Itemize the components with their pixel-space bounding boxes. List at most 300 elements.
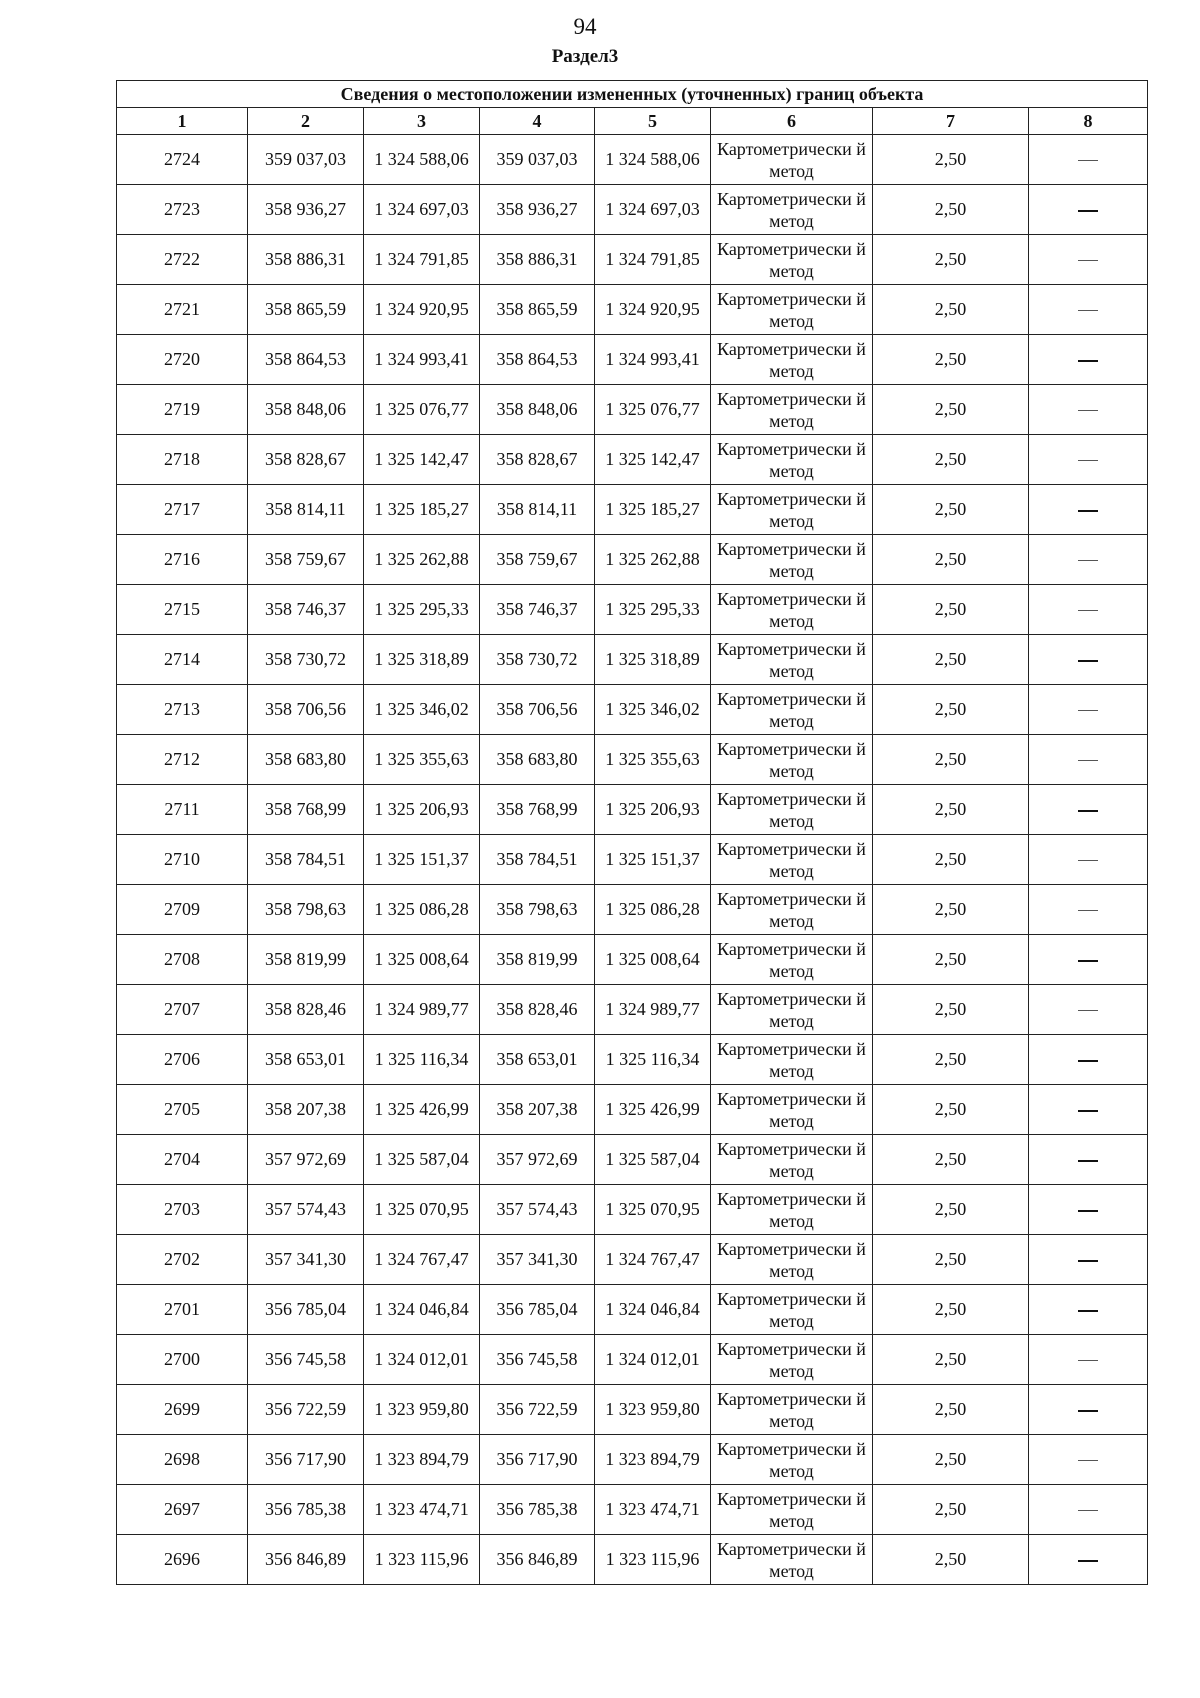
method-cell: Картометрически й метод [711,885,873,935]
y-coord-cell: 1 323 894,79 [364,1435,480,1485]
y-coord-cell: 1 325 346,02 [595,685,711,735]
point-number-cell: 2706 [117,1035,248,1085]
point-number-cell: 2715 [117,585,248,635]
method-cell: Картометрически й метод [711,1485,873,1535]
x-coord-cell: 358 207,38 [480,1085,595,1135]
y-coord-cell: 1 325 587,04 [595,1135,711,1185]
x-coord-cell: 356 722,59 [248,1385,364,1435]
y-coord-cell: 1 324 012,01 [595,1335,711,1385]
accuracy-cell: 2,50 [873,1085,1029,1135]
dash-mark [1078,860,1098,861]
page-number: 94 [573,14,597,39]
dash-mark [1078,160,1098,161]
y-coord-cell: 1 325 587,04 [364,1135,480,1185]
x-coord-cell: 356 846,89 [480,1535,595,1585]
y-coord-cell: 1 325 142,47 [364,435,480,485]
y-coord-cell: 1 325 008,64 [364,935,480,985]
method-cell: Картометрически й метод [711,935,873,985]
method-cell: Картометрически й метод [711,435,873,485]
dash-mark [1078,510,1098,512]
point-number-cell: 2707 [117,985,248,1035]
accuracy-cell: 2,50 [873,1035,1029,1085]
x-coord-cell: 356 717,90 [480,1435,595,1485]
point-number-cell: 2721 [117,285,248,335]
dash-mark [1078,460,1098,461]
method-cell: Картометрически й метод [711,1085,873,1135]
point-number-cell: 2714 [117,635,248,685]
y-coord-cell: 1 325 295,33 [364,585,480,635]
table-body [117,135,1148,1585]
column-number: 6 [711,108,873,135]
y-coord-cell: 1 324 588,06 [595,135,711,185]
table-row [117,385,1148,435]
y-coord-cell: 1 324 012,01 [364,1335,480,1385]
y-coord-cell: 1 324 791,85 [595,235,711,285]
table-row [117,635,1148,685]
y-coord-cell: 1 323 894,79 [595,1435,711,1485]
x-coord-cell: 356 785,38 [248,1485,364,1535]
dash-mark [1078,960,1098,962]
column-number: 1 [117,108,248,135]
accuracy-cell: 2,50 [873,335,1029,385]
y-coord-cell: 1 325 262,88 [364,535,480,585]
note-cell [1029,1485,1148,1535]
note-cell [1029,485,1148,535]
x-coord-cell: 358 759,67 [480,535,595,585]
accuracy-cell: 2,50 [873,485,1029,535]
dash-mark [1078,660,1098,662]
accuracy-cell: 2,50 [873,135,1029,185]
x-coord-cell: 358 828,67 [248,435,364,485]
method-cell: Картометрически й метод [711,1185,873,1235]
dash-mark [1078,1560,1098,1562]
accuracy-cell: 2,50 [873,235,1029,285]
note-cell [1029,235,1148,285]
method-cell: Картометрически й метод [711,485,873,535]
dash-mark [1078,260,1098,261]
x-coord-cell: 358 653,01 [480,1035,595,1085]
table-row [117,485,1148,535]
x-coord-cell: 359 037,03 [480,135,595,185]
y-coord-cell: 1 325 262,88 [595,535,711,585]
dash-mark [1078,1110,1098,1112]
point-number-cell: 2719 [117,385,248,435]
x-coord-cell: 358 784,51 [248,835,364,885]
x-coord-cell: 358 814,11 [480,485,595,535]
y-coord-cell: 1 325 070,95 [364,1185,480,1235]
table-row [117,185,1148,235]
y-coord-cell: 1 324 767,47 [364,1235,480,1285]
y-coord-cell: 1 324 989,77 [364,985,480,1035]
method-cell: Картометрически й метод [711,1285,873,1335]
x-coord-cell: 358 798,63 [248,885,364,935]
y-coord-cell: 1 325 346,02 [364,685,480,735]
x-coord-cell: 358 207,38 [248,1085,364,1135]
column-number: 7 [873,108,1029,135]
y-coord-cell: 1 325 295,33 [595,585,711,635]
accuracy-cell: 2,50 [873,1535,1029,1585]
coordinates-table [116,80,1148,1585]
table-row [117,1435,1148,1485]
table-row [117,1035,1148,1085]
note-cell [1029,135,1148,185]
x-coord-cell: 356 745,58 [480,1335,595,1385]
column-number: 5 [595,108,711,135]
accuracy-cell: 2,50 [873,735,1029,785]
method-cell: Картометрически й метод [711,385,873,435]
table-row [117,135,1148,185]
dash-mark [1078,1060,1098,1062]
y-coord-cell: 1 325 426,99 [364,1085,480,1135]
accuracy-cell: 2,50 [873,1235,1029,1285]
x-coord-cell: 358 746,37 [480,585,595,635]
x-coord-cell: 358 730,72 [480,635,595,685]
y-coord-cell: 1 325 206,93 [364,785,480,835]
note-cell [1029,1285,1148,1335]
table-row [117,335,1148,385]
x-coord-cell: 356 722,59 [480,1385,595,1435]
x-coord-cell: 358 798,63 [480,885,595,935]
x-coord-cell: 357 574,43 [480,1185,595,1235]
table-row [117,585,1148,635]
point-number-cell: 2699 [117,1385,248,1435]
point-number-cell: 2711 [117,785,248,835]
point-number-cell: 2720 [117,335,248,385]
note-cell [1029,385,1148,435]
note-cell [1029,585,1148,635]
y-coord-cell: 1 325 070,95 [595,1185,711,1235]
method-cell: Картометрически й метод [711,235,873,285]
y-coord-cell: 1 325 151,37 [595,835,711,885]
accuracy-cell: 2,50 [873,1435,1029,1485]
accuracy-cell: 2,50 [873,585,1029,635]
method-cell: Картометрически й метод [711,635,873,685]
x-coord-cell: 358 819,99 [480,935,595,985]
point-number-cell: 2709 [117,885,248,935]
note-cell [1029,535,1148,585]
y-coord-cell: 1 323 115,96 [595,1535,711,1585]
y-coord-cell: 1 324 920,95 [364,285,480,335]
column-number-row [117,108,1148,135]
accuracy-cell: 2,50 [873,935,1029,985]
dash-mark [1078,560,1098,561]
x-coord-cell: 358 814,11 [248,485,364,535]
accuracy-cell: 2,50 [873,1485,1029,1535]
point-number-cell: 2708 [117,935,248,985]
accuracy-cell: 2,50 [873,785,1029,835]
table-row [117,835,1148,885]
y-coord-cell: 1 325 355,63 [595,735,711,785]
method-cell: Картометрически й метод [711,1235,873,1285]
table-row [117,1485,1148,1535]
note-cell [1029,635,1148,685]
note-cell [1029,1035,1148,1085]
accuracy-cell: 2,50 [873,835,1029,885]
y-coord-cell: 1 325 076,77 [364,385,480,435]
dash-mark [1078,310,1098,311]
table-row [117,1135,1148,1185]
method-cell: Картометрически й метод [711,335,873,385]
x-coord-cell: 357 341,30 [480,1235,595,1285]
point-number-cell: 2713 [117,685,248,735]
dash-mark [1078,810,1098,812]
table-row [117,685,1148,735]
method-cell: Картометрически й метод [711,135,873,185]
table-row [117,935,1148,985]
point-number-cell: 2698 [117,1435,248,1485]
point-number-cell: 2710 [117,835,248,885]
x-coord-cell: 358 864,53 [480,335,595,385]
y-coord-cell: 1 325 318,89 [364,635,480,685]
point-number-cell: 2696 [117,1535,248,1585]
dash-mark [1078,760,1098,761]
y-coord-cell: 1 323 115,96 [364,1535,480,1585]
y-coord-cell: 1 324 046,84 [364,1285,480,1335]
dash-mark [1078,1360,1098,1361]
dash-mark [1078,1210,1098,1212]
x-coord-cell: 357 972,69 [480,1135,595,1185]
x-coord-cell: 356 846,89 [248,1535,364,1585]
y-coord-cell: 1 325 008,64 [595,935,711,985]
x-coord-cell: 356 745,58 [248,1335,364,1385]
x-coord-cell: 358 865,59 [480,285,595,335]
method-cell: Картометрически й метод [711,685,873,735]
table-caption: Сведения о местоположении измененных (уточненных) границ объекта [117,81,1148,108]
y-coord-cell: 1 324 697,03 [364,185,480,235]
note-cell [1029,885,1148,935]
dash-mark [1078,1160,1098,1162]
y-coord-cell: 1 325 318,89 [595,635,711,685]
section-title: Раздел3 [551,46,619,67]
x-coord-cell: 358 768,99 [248,785,364,835]
y-coord-cell: 1 324 993,41 [364,335,480,385]
x-coord-cell: 358 936,27 [480,185,595,235]
method-cell: Картометрически й метод [711,785,873,835]
y-coord-cell: 1 325 116,34 [595,1035,711,1085]
x-coord-cell: 358 848,06 [248,385,364,435]
y-coord-cell: 1 325 142,47 [595,435,711,485]
accuracy-cell: 2,50 [873,535,1029,585]
y-coord-cell: 1 324 697,03 [595,185,711,235]
note-cell [1029,335,1148,385]
table-row [117,235,1148,285]
y-coord-cell: 1 324 993,41 [595,335,711,385]
table-row [117,1085,1148,1135]
x-coord-cell: 358 730,72 [248,635,364,685]
method-cell: Картометрически й метод [711,985,873,1035]
y-coord-cell: 1 325 206,93 [595,785,711,835]
method-cell: Картометрически й метод [711,1435,873,1485]
x-coord-cell: 357 972,69 [248,1135,364,1185]
method-cell: Картометрически й метод [711,835,873,885]
table-row [117,1535,1148,1585]
x-coord-cell: 358 759,67 [248,535,364,585]
note-cell [1029,785,1148,835]
table-row [117,435,1148,485]
method-cell: Картометрически й метод [711,285,873,335]
x-coord-cell: 356 785,04 [480,1285,595,1335]
x-coord-cell: 358 886,31 [480,235,595,285]
point-number-cell: 2702 [117,1235,248,1285]
note-cell [1029,1335,1148,1385]
x-coord-cell: 357 574,43 [248,1185,364,1235]
point-number-cell: 2697 [117,1485,248,1535]
x-coord-cell: 356 785,38 [480,1485,595,1535]
x-coord-cell: 358 819,99 [248,935,364,985]
y-coord-cell: 1 324 989,77 [595,985,711,1035]
x-coord-cell: 358 784,51 [480,835,595,885]
method-cell: Картометрически й метод [711,1535,873,1585]
y-coord-cell: 1 325 116,34 [364,1035,480,1085]
point-number-cell: 2703 [117,1185,248,1235]
y-coord-cell: 1 323 474,71 [595,1485,711,1535]
x-coord-cell: 358 864,53 [248,335,364,385]
accuracy-cell: 2,50 [873,1385,1029,1435]
note-cell [1029,685,1148,735]
note-cell [1029,835,1148,885]
note-cell [1029,435,1148,485]
column-number: 4 [480,108,595,135]
table-row [117,785,1148,835]
y-coord-cell: 1 325 426,99 [595,1085,711,1135]
dash-mark [1078,360,1098,362]
y-coord-cell: 1 324 920,95 [595,285,711,335]
table-row [117,535,1148,585]
y-coord-cell: 1 325 185,27 [595,485,711,535]
point-number-cell: 2722 [117,235,248,285]
x-coord-cell: 358 653,01 [248,1035,364,1085]
point-number-cell: 2700 [117,1335,248,1385]
x-coord-cell: 358 886,31 [248,235,364,285]
table-row [117,985,1148,1035]
accuracy-cell: 2,50 [873,185,1029,235]
y-coord-cell: 1 325 151,37 [364,835,480,885]
column-number: 2 [248,108,364,135]
method-cell: Картометрически й метод [711,585,873,635]
accuracy-cell: 2,50 [873,1185,1029,1235]
point-number-cell: 2712 [117,735,248,785]
dash-mark [1078,710,1098,711]
note-cell [1029,1385,1148,1435]
y-coord-cell: 1 324 767,47 [595,1235,711,1285]
method-cell: Картометрически й метод [711,1135,873,1185]
dash-mark [1078,410,1098,411]
y-coord-cell: 1 324 046,84 [595,1285,711,1335]
dash-mark [1078,1510,1098,1511]
dash-mark [1078,1010,1098,1011]
table-row [117,1185,1148,1235]
table-row [117,1335,1148,1385]
y-coord-cell: 1 325 355,63 [364,735,480,785]
y-coord-cell: 1 325 076,77 [595,385,711,435]
accuracy-cell: 2,50 [873,1135,1029,1185]
accuracy-cell: 2,50 [873,885,1029,935]
x-coord-cell: 358 828,46 [480,985,595,1035]
note-cell [1029,1435,1148,1485]
dash-mark [1078,910,1098,911]
method-cell: Картометрически й метод [711,1385,873,1435]
method-cell: Картометрически й метод [711,1335,873,1385]
y-coord-cell: 1 323 959,80 [364,1385,480,1435]
x-coord-cell: 358 936,27 [248,185,364,235]
x-coord-cell: 356 785,04 [248,1285,364,1335]
x-coord-cell: 356 717,90 [248,1435,364,1485]
point-number-cell: 2705 [117,1085,248,1135]
accuracy-cell: 2,50 [873,635,1029,685]
table-row [117,885,1148,935]
y-coord-cell: 1 323 474,71 [364,1485,480,1535]
accuracy-cell: 2,50 [873,435,1029,485]
column-number: 3 [364,108,480,135]
y-coord-cell: 1 324 588,06 [364,135,480,185]
x-coord-cell: 358 746,37 [248,585,364,635]
column-number: 8 [1029,108,1148,135]
point-number-cell: 2717 [117,485,248,535]
y-coord-cell: 1 325 086,28 [595,885,711,935]
method-cell: Картометрически й метод [711,185,873,235]
note-cell [1029,285,1148,335]
x-coord-cell: 357 341,30 [248,1235,364,1285]
note-cell [1029,735,1148,785]
dash-mark [1078,610,1098,611]
point-number-cell: 2701 [117,1285,248,1335]
method-cell: Картометрически й метод [711,735,873,785]
note-cell [1029,185,1148,235]
dash-mark [1078,1410,1098,1412]
accuracy-cell: 2,50 [873,385,1029,435]
table-row [117,285,1148,335]
point-number-cell: 2723 [117,185,248,235]
x-coord-cell: 358 828,46 [248,985,364,1035]
y-coord-cell: 1 325 185,27 [364,485,480,535]
dash-mark [1078,1310,1098,1312]
x-coord-cell: 358 865,59 [248,285,364,335]
accuracy-cell: 2,50 [873,1285,1029,1335]
note-cell [1029,1085,1148,1135]
accuracy-cell: 2,50 [873,1335,1029,1385]
note-cell [1029,985,1148,1035]
table-row [117,1235,1148,1285]
x-coord-cell: 358 848,06 [480,385,595,435]
point-number-cell: 2718 [117,435,248,485]
accuracy-cell: 2,50 [873,285,1029,335]
note-cell [1029,1235,1148,1285]
x-coord-cell: 358 706,56 [248,685,364,735]
method-cell: Картометрически й метод [711,1035,873,1085]
table-row [117,1285,1148,1335]
dash-mark [1078,210,1098,212]
y-coord-cell: 1 323 959,80 [595,1385,711,1435]
accuracy-cell: 2,50 [873,685,1029,735]
x-coord-cell: 359 037,03 [248,135,364,185]
x-coord-cell: 358 828,67 [480,435,595,485]
note-cell [1029,1135,1148,1185]
dash-mark [1078,1260,1098,1262]
note-cell [1029,1185,1148,1235]
x-coord-cell: 358 683,80 [248,735,364,785]
note-cell [1029,1535,1148,1585]
y-coord-cell: 1 324 791,85 [364,235,480,285]
x-coord-cell: 358 768,99 [480,785,595,835]
x-coord-cell: 358 683,80 [480,735,595,785]
note-cell [1029,935,1148,985]
x-coord-cell: 358 706,56 [480,685,595,735]
point-number-cell: 2724 [117,135,248,185]
y-coord-cell: 1 325 086,28 [364,885,480,935]
table-row [117,735,1148,785]
point-number-cell: 2704 [117,1135,248,1185]
point-number-cell: 2716 [117,535,248,585]
